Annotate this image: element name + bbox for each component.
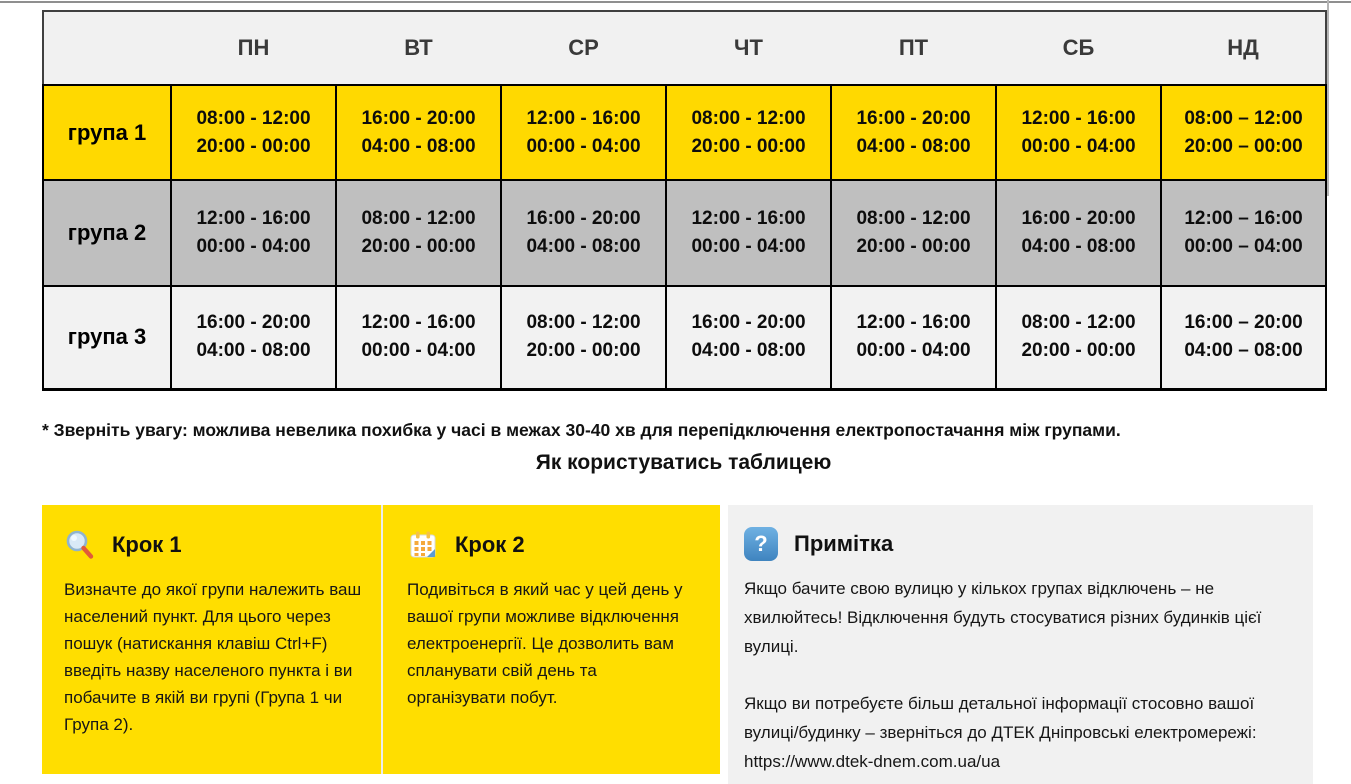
schedule-cell xyxy=(666,286,831,389)
schedule-cell xyxy=(831,180,996,286)
time-range: 20:00 – 00:00 xyxy=(1184,135,1303,157)
outage-schedule-table xyxy=(42,10,1327,391)
group-row xyxy=(43,85,1326,180)
day-header: ЧТ xyxy=(666,11,831,85)
time-range: 00:00 - 04:00 xyxy=(526,135,641,157)
remark-text-2: Якщо ви потребуєте більш детальної інформації стосовно вашої вулиці/будинку – зверніться до ДТЕК Дніпровські електромережі: https://www.dtek-dnem.com.ua/ua xyxy=(744,694,1257,771)
step-2-header xyxy=(407,529,694,561)
schedule-cell xyxy=(996,85,1161,180)
time-range: 08:00 - 12:00 xyxy=(196,107,311,129)
remark-title: Примітка xyxy=(794,531,894,556)
time-range: 00:00 – 04:00 xyxy=(1184,236,1303,257)
time-range: 20:00 - 00:00 xyxy=(361,236,476,257)
schedule-cell xyxy=(1161,180,1326,286)
group-row xyxy=(43,180,1326,286)
day-header: ПТ xyxy=(831,11,996,85)
time-range: 00:00 - 04:00 xyxy=(196,236,311,257)
day-header: ПН xyxy=(171,11,336,85)
day-header: НД xyxy=(1161,11,1326,85)
day-header: СР xyxy=(501,11,666,85)
time-range: 20:00 - 00:00 xyxy=(856,236,971,257)
schedule-cell xyxy=(831,286,996,389)
magnifier-icon xyxy=(64,529,96,561)
schedule-cell xyxy=(336,286,501,389)
step-1-text: Визначте до якої групи належить ваш населений пункт. Для цього через пошук (натискання клавіш Ctrl+F) введіть назву населеного пункта і ви побачите в якій ви групі (Група 1 чи Група 2). xyxy=(64,580,362,734)
step-2-text: Подивіться в який час у цей день у вашої групи можливе відключення електроенергії. Це дозволить вам спланувати свій день та організувати побут. xyxy=(407,580,683,707)
time-range: 08:00 - 12:00 xyxy=(856,208,971,229)
right-edge-line xyxy=(1327,0,1329,196)
time-range: 00:00 - 04:00 xyxy=(1021,135,1136,157)
time-range: 00:00 - 04:00 xyxy=(856,340,971,362)
time-range: 16:00 - 20:00 xyxy=(196,312,311,334)
time-range: 04:00 - 08:00 xyxy=(361,135,476,157)
time-range: 12:00 - 16:00 xyxy=(856,312,971,334)
step-1-header xyxy=(64,529,363,561)
day-header: СБ xyxy=(996,11,1161,85)
time-range: 04:00 - 08:00 xyxy=(196,340,311,362)
group-label: група 2 xyxy=(43,180,171,286)
time-range: 08:00 - 12:00 xyxy=(526,312,641,334)
group-label: група 3 xyxy=(43,286,171,389)
time-range: 16:00 - 20:00 xyxy=(526,208,641,229)
time-range: 16:00 – 20:00 xyxy=(1184,312,1303,334)
step-1-title: Крок 1 xyxy=(112,532,182,557)
steps-panel xyxy=(42,505,720,774)
schedule-cell xyxy=(171,180,336,286)
schedule-cell xyxy=(336,85,501,180)
time-range: 04:00 - 08:00 xyxy=(691,340,806,362)
step-2-section xyxy=(383,505,720,774)
schedule-cell xyxy=(1161,286,1326,389)
time-range: 04:00 – 08:00 xyxy=(1184,340,1303,362)
top-border-line xyxy=(0,1,1351,3)
question-icon: ? xyxy=(744,527,778,561)
time-range: 12:00 - 16:00 xyxy=(526,107,641,129)
time-range: 08:00 - 12:00 xyxy=(361,208,476,229)
corner-cell xyxy=(43,11,171,85)
time-range: 20:00 - 00:00 xyxy=(196,135,311,157)
remark-text-1: Якщо бачите свою вулицю у кількох групах відключень – не хвилюйтесь! Відключення будуть стосуватися різних будинків цієї вулиці. xyxy=(744,579,1262,656)
remark-panel xyxy=(728,505,1313,784)
time-range: 04:00 - 08:00 xyxy=(856,135,971,157)
time-range: 16:00 - 20:00 xyxy=(361,107,476,129)
day-header: ВТ xyxy=(336,11,501,85)
time-range: 20:00 - 00:00 xyxy=(691,135,806,157)
step-1-section xyxy=(42,505,383,774)
schedule-cell xyxy=(666,85,831,180)
schedule-table-body xyxy=(43,85,1326,389)
time-range: 00:00 - 04:00 xyxy=(691,236,806,257)
schedule-cell xyxy=(666,180,831,286)
schedule-cell xyxy=(171,85,336,180)
time-range: 16:00 - 20:00 xyxy=(691,312,806,334)
time-range: 16:00 - 20:00 xyxy=(856,107,971,129)
time-range: 12:00 - 16:00 xyxy=(361,312,476,334)
schedule-cell xyxy=(501,180,666,286)
group-row xyxy=(43,286,1326,389)
schedule-cell xyxy=(831,85,996,180)
time-range: 20:00 - 00:00 xyxy=(526,340,641,362)
time-range: 12:00 - 16:00 xyxy=(1021,107,1136,129)
schedule-cell xyxy=(996,180,1161,286)
group-label: група 1 xyxy=(43,85,171,180)
schedule-cell xyxy=(336,180,501,286)
time-range: 12:00 - 16:00 xyxy=(196,208,311,229)
how-to-heading: Як користуватись таблицею xyxy=(535,451,832,474)
schedule-cell xyxy=(1161,85,1326,180)
time-range: 20:00 - 00:00 xyxy=(1021,340,1136,362)
time-range: 08:00 - 12:00 xyxy=(1021,312,1136,334)
time-range: 12:00 - 16:00 xyxy=(691,208,806,229)
time-range: 08:00 - 12:00 xyxy=(691,107,806,129)
step-2-title: Крок 2 xyxy=(455,532,525,557)
time-range: 04:00 - 08:00 xyxy=(1021,236,1136,257)
time-range: 08:00 – 12:00 xyxy=(1184,107,1303,129)
time-range: 12:00 – 16:00 xyxy=(1184,208,1303,229)
attention-note: * Зверніть увагу: можлива невелика похибка у часі в межах 30-40 хв для перепідключення електропостачання між групами. xyxy=(42,420,1121,440)
time-range: 00:00 - 04:00 xyxy=(361,340,476,362)
schedule-cell xyxy=(171,286,336,389)
schedule-cell xyxy=(501,286,666,389)
schedule-cell xyxy=(996,286,1161,389)
days-header-row xyxy=(43,11,1326,85)
calendar-icon xyxy=(407,529,439,561)
schedule-cell xyxy=(501,85,666,180)
time-range: 16:00 - 20:00 xyxy=(1021,208,1136,229)
time-range: 04:00 - 08:00 xyxy=(526,236,641,257)
remark-header xyxy=(744,527,1297,561)
